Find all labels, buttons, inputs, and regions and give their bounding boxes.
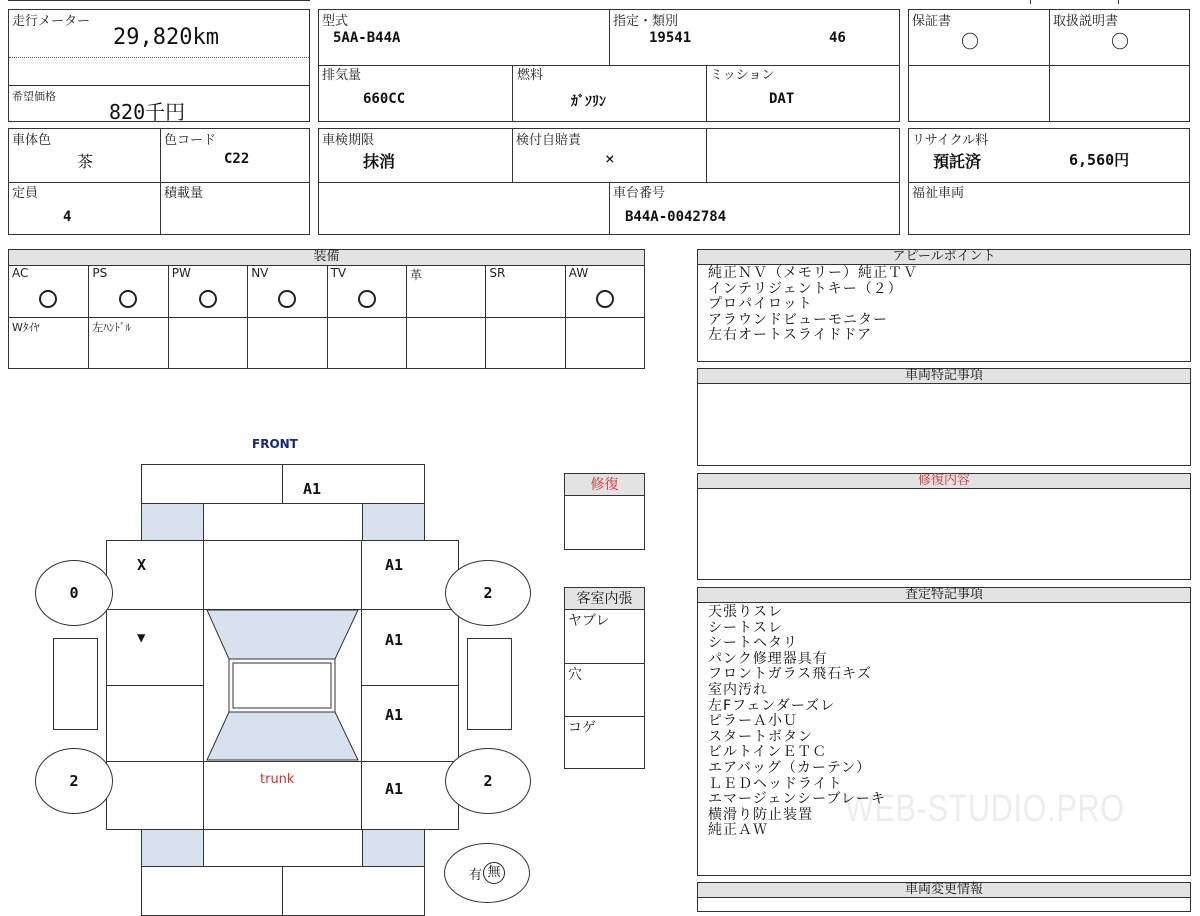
warranty-label: 保証書 [912,14,952,29]
insurance-value: × [605,149,615,168]
repair-box-title: 修復 [565,474,644,496]
interior-row-burn: コゲ [568,720,596,736]
displacement-label: 排気量 [322,68,362,83]
left-side-step [53,638,98,730]
transmission-label: ミッション [710,68,775,83]
front-left-corner [141,503,204,541]
warranty-block [908,9,1190,122]
equipment-label: PS [92,266,108,280]
left-front-door [106,609,204,686]
equipment-ac-cell [9,266,88,317]
assessment-box [697,587,1191,876]
assessment-title: 査定特記事項 [698,588,1190,603]
recycle-status: 預託済 [933,152,982,171]
assessment-line: シートスレ [708,619,783,636]
equipment-present-mark [358,290,376,308]
equipment-extra-cell [485,317,564,368]
model-block [318,9,900,122]
equipment-label: 革 [410,268,423,282]
assessment-line: 横滑り防止装置 [708,806,813,823]
recycle-label: リサイクル料 [912,133,989,148]
assessment-line: 室内汚れ [708,681,768,698]
equipment-extra-label: Wﾀｲﾔ [12,321,40,334]
equipment-label: PW [171,266,191,280]
rear-deck [203,829,363,867]
hood [203,503,363,541]
equipment-pw-cell [168,266,247,317]
equipment-label: NV [251,266,269,280]
appeal-title: アピールポイント [698,250,1190,265]
front-bumper [141,464,425,504]
insurance-label: 検付自賠責 [516,133,582,148]
right-front-door [361,609,459,686]
rear-left-corner [141,829,204,867]
chassis-label: 車台番号 [613,186,666,201]
front-right-corner [362,503,425,541]
equipment-革-cell [406,266,485,317]
interior-row-hole: 穴 [568,667,582,683]
right-front-fender-mark: A1 [385,556,404,574]
equipment-present-mark [278,290,296,308]
assessment-line: 純正ＡＷ [708,822,768,839]
spare-tire [444,843,530,903]
chassis-value: B44A-0042784 [625,209,727,225]
odometer-value: 29,820km [113,25,219,50]
equipment-present-mark [119,290,137,308]
roof-glass [203,609,362,762]
front-bumper-mark: A1 [303,480,322,498]
repair-details-title: 修復内容 [698,474,1190,489]
color-value: 茶 [77,152,94,171]
roof [229,659,335,712]
left-front-door-mark: ▼ [137,630,146,646]
equipment-label: SR [489,266,506,280]
interior-row-tear: ヤブレ [568,613,610,629]
equipment-extra-cell [168,317,247,368]
equipment-aw-cell [565,266,644,317]
equipment-nv-cell [247,266,326,317]
tire-rear-left: 2 [35,748,113,814]
equipment-title: 装備 [9,250,644,266]
equipment-extra-label: 左ﾊﾝﾄﾞﾙ [92,321,131,334]
equipment-table [8,249,645,369]
recycle-block [908,128,1190,235]
load-label: 積載量 [164,186,204,201]
windshield [207,610,358,659]
left-rear-door [106,685,204,762]
assessment-line: エアバッグ（カーテン） [708,759,872,776]
capacity-value: 4 [63,209,72,225]
tire-front-right: 2 [445,560,531,626]
inspection-value: 抹消 [363,152,396,171]
designation-value: 19541 [649,30,692,46]
equipment-present-mark [199,290,217,308]
equipment-present-mark [39,290,57,308]
repair-box [564,473,645,550]
right-front-fender [361,540,459,610]
equipment-extra-cell [9,317,88,368]
right-front-door-mark: A1 [385,631,404,649]
equipment-label: AW [568,266,589,280]
color-label: 車体色 [12,133,52,148]
inspection-label: 車検期限 [322,133,375,148]
appeal-line: プロパイロット [708,296,813,313]
designation-label: 指定・類別 [613,14,679,29]
front-label: FRONT [252,437,298,451]
assessment-line: シートヘタリ [708,635,798,652]
appeal-box [697,249,1191,362]
rear-window [207,712,358,760]
transmission-value: DAT [769,91,795,107]
special-notes-box [697,368,1191,466]
equipment-present-mark [596,290,614,308]
welfare-label: 福祉車両 [912,186,965,201]
equipment-extra-cell [88,317,167,368]
equipment-ps-cell [88,266,167,317]
appeal-line: 純正ＮＶ（メモリー）純正ＴＶ [708,265,918,281]
left-front-fender [106,540,204,610]
tire-front-left: 0 [35,560,113,626]
color-code-value: C22 [224,151,250,167]
model-value: 5AA-B44A [333,30,401,46]
equipment-sr-cell [485,266,564,317]
model-label: 型式 [322,14,349,29]
appeal-list [708,266,918,344]
cowl [203,540,362,610]
assessment-line: パンク修理器具有 [708,650,828,667]
watermark: WEB-STUDIO.PRO [845,788,1125,830]
assessment-line: スタートボタン [708,728,813,745]
assessment-line: ピラーＡ小Ｕ [708,713,798,730]
equipment-tv-cell [327,266,406,317]
warranty-value: 〇 [961,32,979,53]
tire-rear-right: 2 [445,748,531,814]
inspection-block [318,128,900,235]
color-block [8,128,310,235]
fuel-value: ｶﾞｿﾘﾝ [571,94,606,110]
right-rear-fender [361,761,459,830]
assessment-line: 天張りスレ [708,604,783,620]
equipment-extra-cell [406,317,485,368]
odometer-cell [8,9,310,122]
interior-title: 客室内張 [565,588,644,610]
equipment-extra-cell [327,317,406,368]
left-rear-fender [106,761,204,830]
manual-value: 〇 [1111,32,1129,53]
left-front-fender-mark: X [137,556,147,574]
spare-label: 有 [468,867,482,883]
equipment-label: TV [330,266,347,280]
manual-label: 取扱説明書 [1053,14,1119,29]
assessment-line: ＬＥＤヘッドライト [708,775,843,792]
assessment-line: ビルトインＥＴＣ [708,744,828,761]
capacity-label: 定員 [12,186,39,201]
class-value: 46 [829,30,846,46]
rear-bumper [141,866,425,916]
fuel-label: 燃料 [517,68,544,83]
repair-details-box [697,473,1191,580]
change-info-box [697,882,1191,912]
change-info-title: 車両変更情報 [698,883,1190,898]
appeal-line: アラウンドビューモニター [708,311,888,328]
odometer-label: 走行メーター [12,14,91,29]
right-rear-door-mark: A1 [385,706,404,724]
color-code-label: 色コード [164,133,217,148]
trunk-label: trunk [260,772,295,787]
special-notes-title: 車両特記事項 [698,369,1190,384]
appeal-line: 左右オートスライドドア [708,327,873,344]
equipment-extra-cell [247,317,326,368]
price-value: 820千円 [109,100,186,124]
assessment-line: フロントガラス飛石キズ [708,666,872,683]
assessment-line: エマージェンシーブレーキ [708,791,886,808]
displacement-value: 660CC [363,91,406,107]
appeal-line: インテリジェントキー（２） [708,280,903,297]
recycle-value: 6,560円 [1069,151,1130,169]
rear-right-corner [362,829,425,867]
price-label: 希望価格 [12,90,56,103]
interior-box [564,587,645,769]
right-rear-door [361,685,459,762]
spare-selected: 無 [483,862,505,884]
equipment-label: AC [12,266,29,280]
assessment-line: 左Fフェンダーズレ [708,697,836,714]
right-side-step [467,638,512,730]
right-rear-fender-mark: A1 [385,780,404,798]
